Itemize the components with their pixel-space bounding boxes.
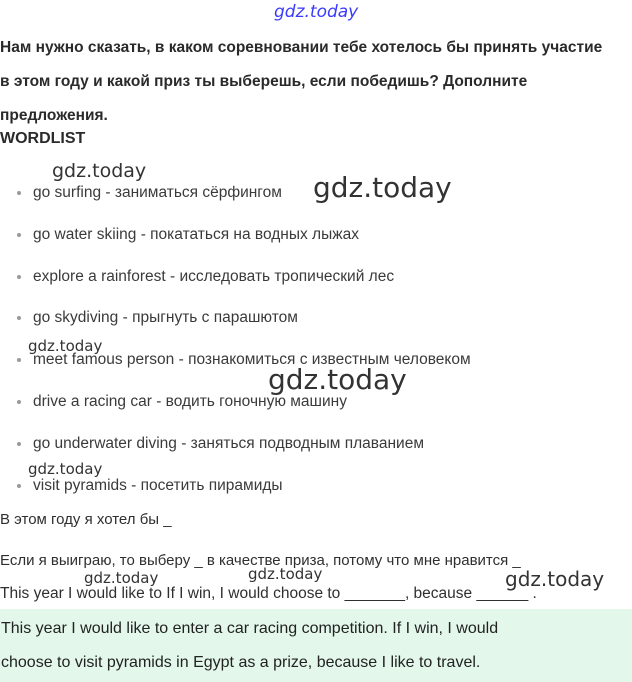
bullet-icon	[17, 191, 21, 195]
list-item	[0, 465, 471, 507]
list-item	[0, 172, 471, 214]
watermark: gdz.today	[505, 567, 605, 591]
bullet-icon	[17, 358, 21, 362]
bullet-icon	[17, 400, 21, 404]
list-item-text: go underwater diving - заняться подводным плаванием	[33, 434, 424, 452]
list-item-text: visit pyramids - посетить пирамиды	[33, 476, 283, 494]
bullet-icon	[17, 316, 21, 320]
sentence-ru-1: В этом году я хотел бы _	[0, 511, 172, 528]
list-item-text: explore a rainforest - исследовать тропический лес	[33, 267, 395, 285]
watermark: gdz.today	[52, 160, 147, 182]
intro-line-1: Нам нужно сказать, в каком соревновании тебе хотелось бы принять участие	[0, 39, 603, 56]
answer-box	[0, 609, 632, 682]
intro-line-2: в этом году и какой приз ты выберешь, если победишь? Дополните	[0, 73, 528, 90]
watermark: gdz.today	[84, 569, 159, 587]
task-instructions	[0, 31, 630, 133]
answer-line-1: This year I would like to enter a car racing competition. If I win, I would	[1, 620, 499, 637]
sentence-ru-2: Если я выиграю, то выберу _ в качестве приза, потому что мне нравится _	[0, 552, 521, 569]
bullet-icon	[17, 275, 21, 279]
bullet-icon	[17, 484, 21, 488]
bullet-icon	[17, 442, 21, 446]
list-item	[0, 297, 471, 339]
watermark: gdz.today	[248, 565, 323, 583]
list-item-text: go skydiving - прыгнуть с парашютом	[33, 309, 298, 327]
wordlist	[0, 172, 471, 506]
answer-line-2: choose to visit pyramids in Egypt as a prize, because I like to travel.	[1, 654, 481, 671]
watermark: gdz.today	[268, 363, 407, 396]
list-item-text: meet famous person - познакомиться с известным человеком	[33, 351, 471, 369]
list-item	[0, 381, 471, 423]
list-item-text: go surfing - заниматься сёрфингом	[33, 184, 282, 201]
list-item-text: go water skiing - покататься на водных лыжах	[33, 225, 359, 243]
list-item	[0, 256, 471, 298]
list-item	[0, 214, 471, 256]
list-item-text: drive a racing car - водить гоночную машину	[33, 392, 347, 410]
wordlist-heading: WORDLIST	[0, 130, 86, 147]
intro-line-3: предложения.	[0, 107, 108, 124]
sentence-en: This year I would like to If I win, I would choose to _______, because ______ .	[0, 585, 537, 602]
list-item	[0, 423, 471, 465]
watermark: gdz.today	[313, 171, 452, 204]
watermark: gdz.today	[28, 460, 103, 478]
watermark-top: gdz.today	[274, 2, 359, 22]
list-item	[0, 339, 471, 381]
bullet-icon	[17, 233, 21, 237]
watermark: gdz.today	[28, 337, 103, 355]
